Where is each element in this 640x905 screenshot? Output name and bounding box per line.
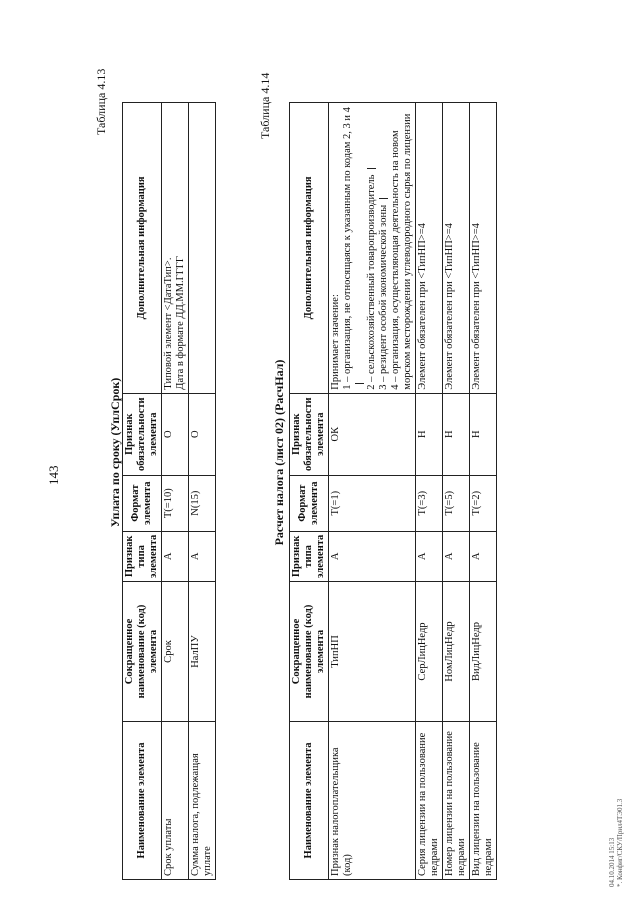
cell-info <box>189 103 216 394</box>
header-cell: Признак типа элемента <box>123 531 162 581</box>
cell-code: НалПУ <box>189 582 216 722</box>
info-item: 1 – организация, не относящаяся к указанным по кодам 2, 3 и 4 <box>342 106 366 390</box>
cell-required: Н <box>443 393 470 475</box>
cell-format: Т(=3) <box>416 475 443 531</box>
cell-code: СерЛицНедр <box>416 582 443 722</box>
cell-type: А <box>329 531 416 581</box>
cell-type: А <box>416 531 443 581</box>
table2 <box>289 102 497 880</box>
table1-title: Уплата по сроку (УплСрок) <box>108 377 122 528</box>
header-cell: Сокращенное наименование (код) элемента <box>123 582 162 722</box>
cell-info: Элемент обязателен при <ТипНП>=4 <box>443 103 470 394</box>
table2-caption: Таблица 4.14 <box>258 72 272 139</box>
header-cell: Признак обязательности элемента <box>290 393 329 475</box>
header-cell: Наименование элемента <box>123 722 162 880</box>
info-item: 2 – сельскохозяйственный товаропроизводитель <box>366 106 378 390</box>
cell-code: НомЛицНедр <box>443 582 470 722</box>
table-row <box>470 103 497 880</box>
header-cell: Формат элемента <box>123 475 162 531</box>
info-item: 3 – резидент особой экономической зоны <box>378 106 390 390</box>
cell-format: Т(=1) <box>329 475 416 531</box>
header-cell: Сокращенное наименование (код) элемента <box>290 582 329 722</box>
cell-required: Н <box>416 393 443 475</box>
table-row <box>443 103 470 880</box>
cell-required: О <box>189 393 216 475</box>
cell-type: А <box>443 531 470 581</box>
info-intro: Принимает значение: <box>330 294 341 390</box>
cell-code: Срок <box>162 582 189 722</box>
cell-format: Т(=2) <box>470 475 497 531</box>
cell-name: Срок уплаты <box>162 722 189 880</box>
cell-format: N(15) <box>189 475 216 531</box>
cell-info: Элемент обязателен при <ТипНП>=4 <box>470 103 497 394</box>
stamp-line: *. Конфиг/СКУ/Прил4ТЭ01.3 <box>616 798 624 887</box>
table-row <box>189 103 216 880</box>
header-cell: Формат элемента <box>290 475 329 531</box>
cell-type: А <box>189 531 216 581</box>
table1-header-row <box>123 103 162 880</box>
cell-name: Номер лицензии на пользование недрами <box>443 722 470 880</box>
cell-required: ОК <box>329 393 416 475</box>
cell-type: А <box>470 531 497 581</box>
table2-title: Расчет налога (лист 02) (РасчНал) <box>272 359 286 546</box>
header-cell: Признак типа элемента <box>290 531 329 581</box>
table-row <box>416 103 443 880</box>
cell-name: Признак налогоплательщика (код) <box>329 722 416 880</box>
cell-info: Типовой элемент <ДатаТип>. Дата в формате ДД.ММ.ГГГГ <box>162 103 189 394</box>
cell-format: Т(=5) <box>443 475 470 531</box>
page-number: 143 <box>46 465 61 485</box>
table2-header-row <box>290 103 329 880</box>
cell-info: Элемент обязателен при <ТипНП>=4 <box>416 103 443 394</box>
header-cell: Признак обязательности элемента <box>123 393 162 475</box>
table-row <box>329 103 416 880</box>
cell-info <box>329 103 416 394</box>
header-cell: Наименование элемента <box>290 722 329 880</box>
cell-required: О <box>162 393 189 475</box>
cell-type: А <box>162 531 189 581</box>
info-item: 4 – организация, осуществляющая деятельность на новом морском месторождении углеводородного сырья по лицензии <box>390 113 413 390</box>
cell-name: Вид лицензии на пользование недрами <box>470 722 497 880</box>
cell-name: Сумма налога, подлежащая уплате <box>189 722 216 880</box>
header-cell: Дополнительная информация <box>123 103 162 394</box>
cell-required: Н <box>470 393 497 475</box>
cell-code: ВидЛицНедр <box>470 582 497 722</box>
cell-name: Серия лицензии на пользование недрами <box>416 722 443 880</box>
stamp-line: 04.10.2014 15:13 <box>608 837 616 887</box>
cell-code: ТипНП <box>329 582 416 722</box>
table1 <box>122 102 216 880</box>
file-stamp <box>608 799 624 887</box>
table-row <box>162 103 189 880</box>
header-cell: Дополнительная информация <box>290 103 329 394</box>
table1-caption: Таблица 4.13 <box>94 68 108 135</box>
cell-format: Т(=10) <box>162 475 189 531</box>
